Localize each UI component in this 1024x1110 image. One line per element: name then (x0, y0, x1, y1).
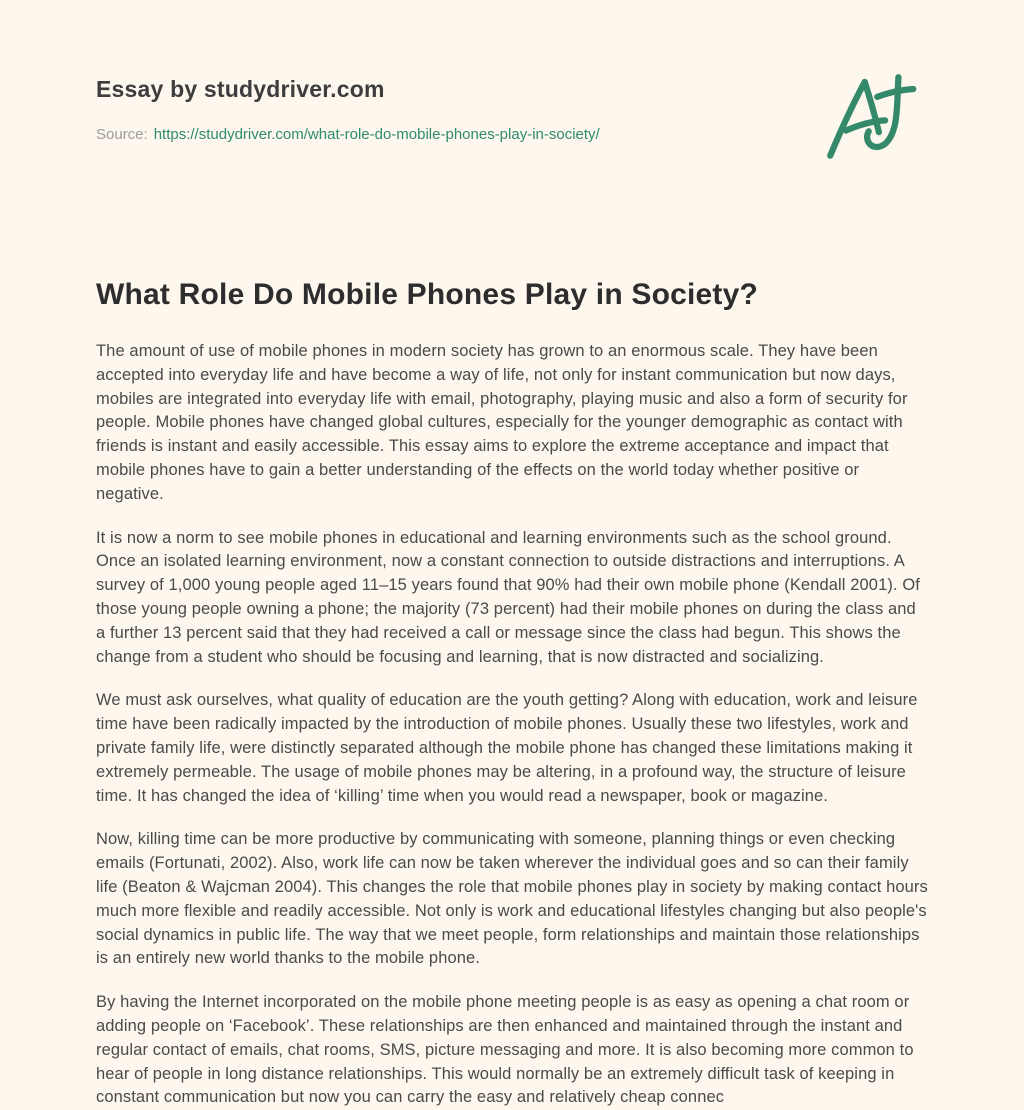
essay-paragraph-5: By having the Internet incorporated on the mobile phone meeting people is as easy as opening a chat room or adding people on ‘Facebook’. These relationships are then enhanced and maintained through the instant and regular contact of emails, chat rooms, SMS, picture messaging and more. It is also becoming more common to hear of people in long distance relationships. This would normally be an extremely difficult task of keeping in constant communication but now you can carry the easy and relatively cheap connec (96, 993, 914, 1107)
a-plus-icon (824, 70, 918, 166)
studydriver-logo (824, 70, 918, 166)
header-text-block (96, 76, 600, 143)
essay-paragraph-1: The amount of use of mobile phones in modern society has grown to an enormous scale. They have been accepted into everyday life and have become a way of life, not only for instant communication but now days, mobiles are integrated into everyday life with email, photography, playing music and also a form of security for people. Mobile phones have changed global cultures, especially for the younger demographic as contact with friends is instant and easily accessible. This essay aims to explore the extreme acceptance and impact that mobile phones have to gain a better understanding of the effects on the world today whether positive or negative. (96, 342, 908, 503)
source-line (96, 126, 600, 143)
essay-body (96, 340, 928, 1110)
essay-title: What Role Do Mobile Phones Play in Society? (96, 278, 759, 311)
document-header (96, 76, 928, 166)
source-link[interactable]: https://studydriver.com/what-role-do-mobile-phones-play-in-society/ (153, 126, 600, 143)
essay-paragraph-2: It is now a norm to see mobile phones in educational and learning environments such as the school ground. Once an isolated learning environment, now a constant connection to outside distractions and interruptions. A survey of 1,000 young people aged 11–15 years found that 90% had their own mobile phone (Kendall 2001). Of those young people owning a phone; the majority (73 percent) had their mobile phones on during the class and a further 13 percent said that they had received a call or message since the class had begun. This shows the change from a student who should be focusing and learning, that is now distracted and socializing. (96, 528, 920, 666)
source-label: Source: (96, 126, 148, 143)
essay-paragraph-4: Now, killing time can be more productive by communicating with someone, planning things or even checking emails (Fortunati, 2002). Also, work life can now be taken wherever the individual goes and so can their family life (Beaton & Wajcman 2004). This changes the role that mobile phones play in society by making contact hours much more flexible and readily accessible. Not only is work and educational lifestyles changing but also people's social dynamics in public life. The way that we meet people, form relationships and maintain those relationships is an entirely new world thanks to the mobile phone. (96, 830, 928, 968)
essay-paragraph-3: We must ask ourselves, what quality of education are the youth getting? Along with education, work and leisure time have been radically impacted by the introduction of mobile phones. Usually these two lifestyles, work and private family life, were distinctly separated although the mobile phone has changed these limitations making it extremely permeable. The usage of mobile phones may be altering, in a profound way, the structure of leisure time. It has changed the idea of ‘killing’ time when you would read a newspaper, book or magazine. (96, 691, 918, 805)
site-title: Essay by studydriver.com (96, 76, 385, 102)
